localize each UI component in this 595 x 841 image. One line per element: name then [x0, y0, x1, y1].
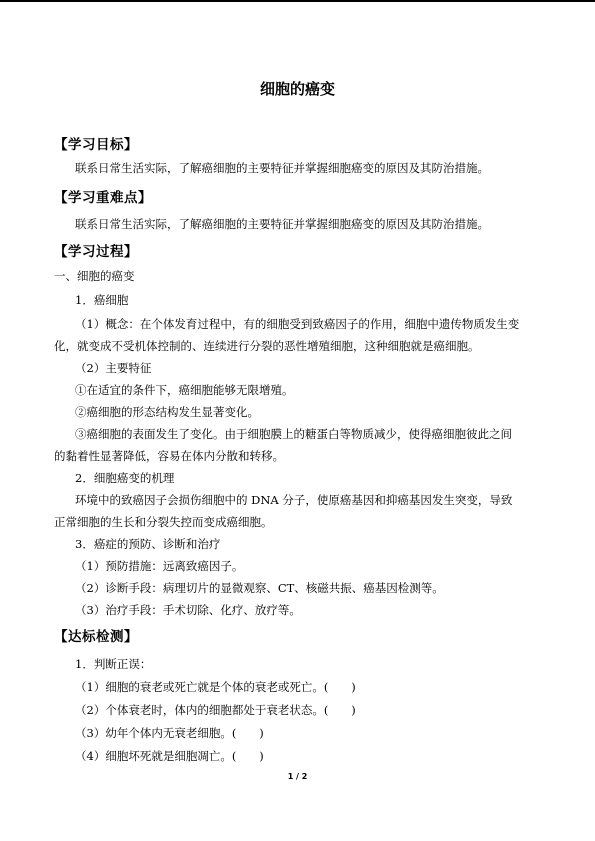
mechanism-line-2: 正常细胞的生长和分裂失控而变成癌细胞。	[54, 515, 273, 529]
question-item: （1）细胞的衰老或死亡就是个体的衰老或死亡。( )	[75, 680, 356, 694]
question-item: （4）细胞坏死就是细胞凋亡。( )	[75, 749, 264, 763]
section-cancer-cell: 1．癌细胞	[75, 293, 129, 307]
question-1: 1．判断正误：	[75, 657, 152, 671]
heading-goals: 【学习目标】	[54, 137, 138, 153]
treatment-means: （3）治疗手段：手术切除、化疗、放疗等。	[75, 603, 301, 617]
question-item: （2）个体衰老时，体内的细胞都处于衰老状态。( )	[75, 703, 356, 717]
feature-3-line-1: ③癌细胞的表面发生了变化。由于细胞膜上的糖蛋白等物质减少，使得癌细胞彼此之间	[75, 427, 512, 441]
heading-process: 【学习过程】	[54, 244, 138, 260]
feature-3-line-2: 的黏着性显著降低，容易在体内分散和转移。	[54, 449, 284, 463]
features-title: （2）主要特征	[75, 361, 152, 375]
feature-1: ①在适宜的条件下，癌细胞能够无限增殖。	[75, 383, 294, 397]
heading-keypoints: 【学习重难点】	[54, 190, 152, 206]
diagnosis-means: （2）诊断手段：病理切片的显微观察、CT、核磁共振、癌基因检测等。	[75, 581, 444, 595]
concept-line-1: （1）概念：在个体发育过程中，有的细胞受到致癌因子的作用，细胞中遗传物质发生变	[75, 317, 520, 331]
page-number: 1 / 2	[287, 772, 308, 781]
page-title: 细胞的癌变	[259, 80, 335, 98]
question-item: （3）幼年个体内无衰老细胞。( )	[75, 726, 264, 740]
part1-title: 一、细胞的癌变	[54, 269, 135, 283]
heading-test: 【达标检测】	[54, 629, 138, 645]
goals-text: 联系日常生活实际，了解癌细胞的主要特征并掌握细胞癌变的原因及其防治措施。	[75, 161, 489, 175]
prevention-measures: （1）预防措施：远离致癌因子。	[75, 559, 244, 573]
concept-line-2: 化，就变成不受机体控制的、连续进行分裂的恶性增殖细胞，这种细胞就是癌细胞。	[54, 339, 480, 353]
feature-2: ②癌细胞的形态结构发生显著变化。	[75, 405, 259, 419]
section-prevention: 3．癌症的预防、诊断和治疗	[75, 537, 221, 551]
mechanism-line-1: 环境中的致癌因子会损伤细胞中的 DNA 分子，使原癌基因和抑癌基因发生突变，导致	[75, 493, 513, 507]
section-mechanism: 2．细胞癌变的机理	[75, 471, 175, 485]
keypoints-text: 联系日常生活实际，了解癌细胞的主要特征并掌握细胞癌变的原因及其防治措施。	[75, 217, 489, 231]
